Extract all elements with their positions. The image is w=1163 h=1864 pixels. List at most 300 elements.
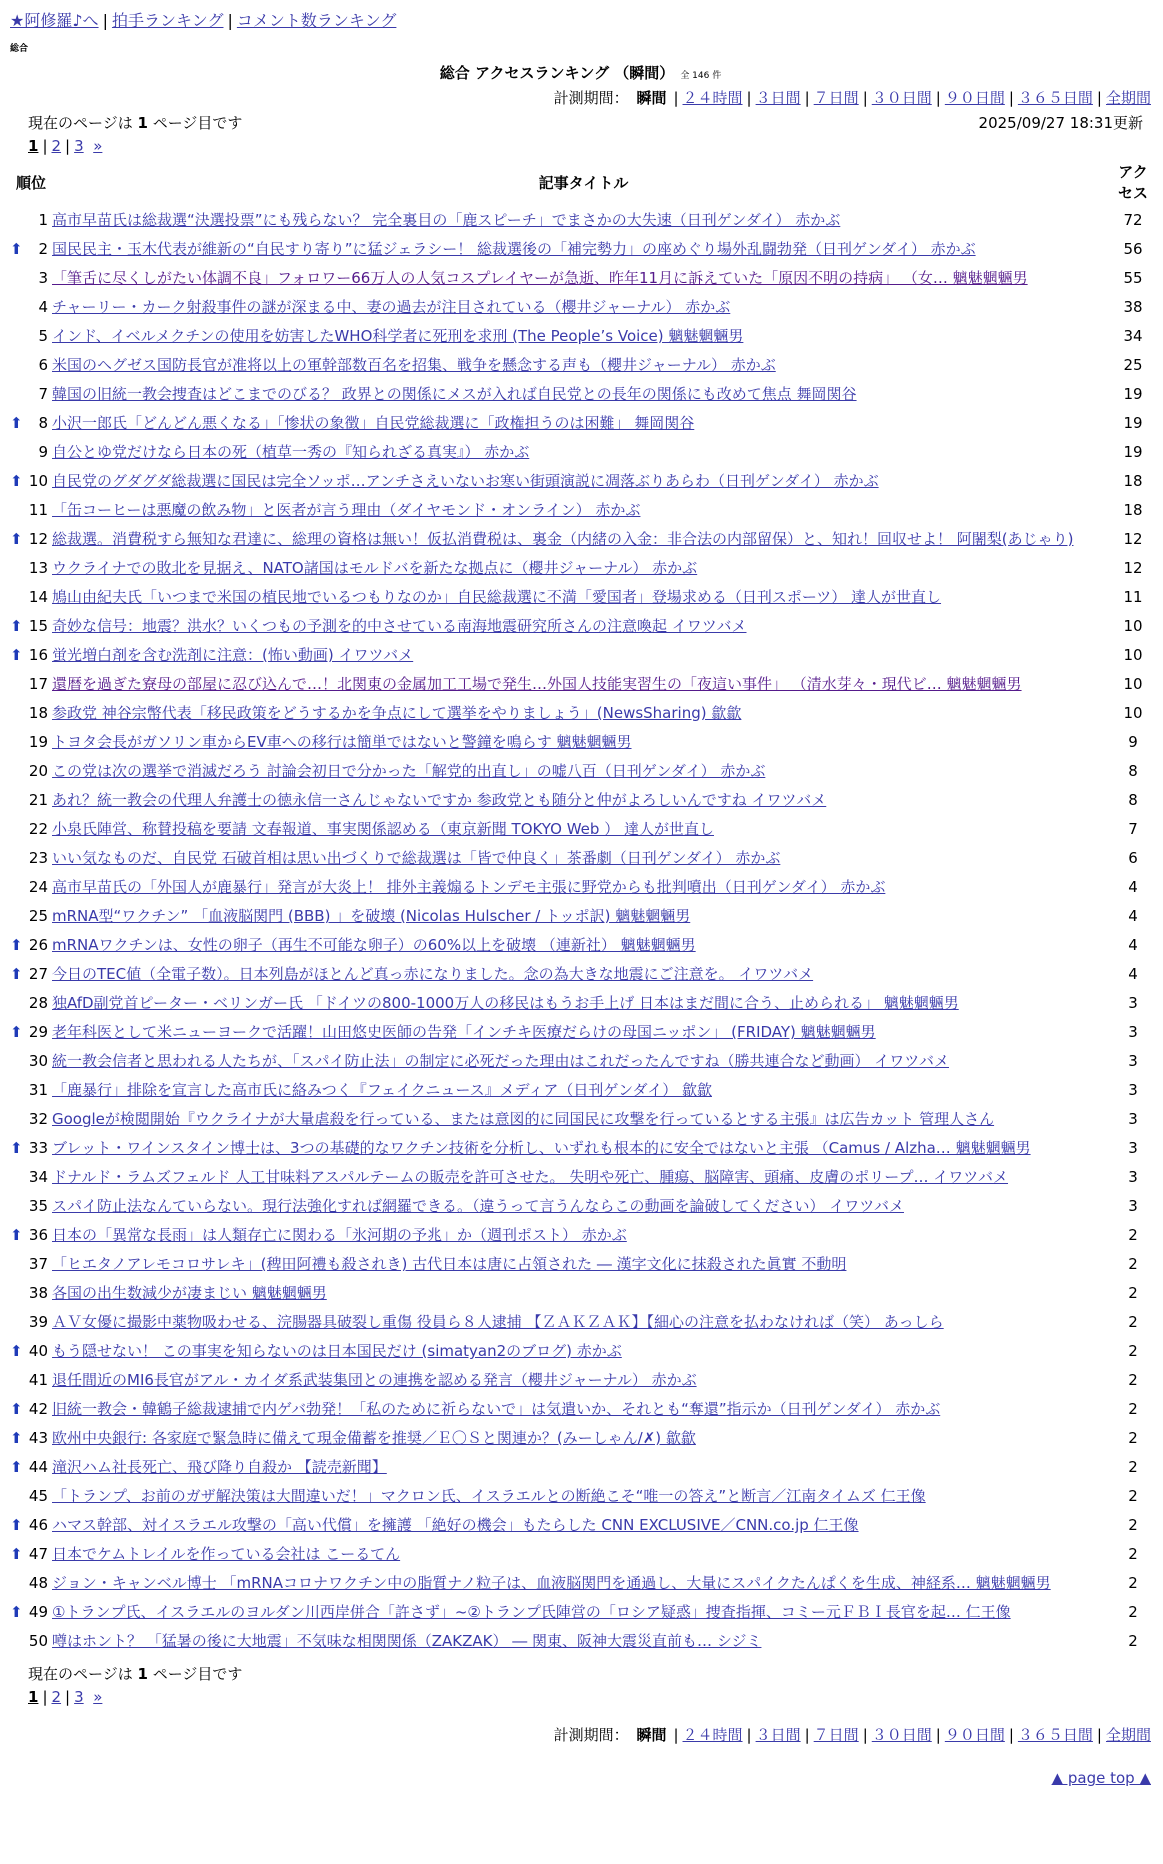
rank-number: 48 bbox=[28, 1573, 48, 1592]
article-title-link[interactable]: ドナルド・ラムズフェルド 人工甘味料アスパルテームの販売を許可させた。 失明や死亡、腫瘍、脳障害、頭痛、皮膚のポリープ… イワツバメ bbox=[52, 1168, 1009, 1186]
table-row bbox=[10, 785, 1151, 814]
access-count: 11 bbox=[1123, 587, 1143, 606]
top-nav bbox=[10, 10, 1151, 32]
title-cell bbox=[52, 263, 1115, 292]
article-title-link[interactable]: 小沢一郎氏「どんどん悪くなる」「惨状の象徴」自民党総裁選に「政権担うのは困難」 舞岡関谷 bbox=[52, 414, 695, 432]
pager-page-3[interactable]: 3 bbox=[74, 137, 84, 155]
section-tag: 総合 bbox=[10, 44, 29, 54]
title-cell bbox=[52, 1220, 1115, 1249]
access-count: 8 bbox=[1128, 761, 1138, 780]
rank-up-cell bbox=[10, 1104, 24, 1133]
rank-number: 12 bbox=[28, 529, 48, 548]
table-row bbox=[10, 727, 1151, 756]
rank-number: 11 bbox=[28, 500, 48, 519]
pager-page-3-bottom[interactable]: 3 bbox=[74, 1688, 84, 1706]
article-title-link[interactable]: いい気なものだ、自民党 石破首相は思い出づくりで総裁選は「皆で仲良く」茶番劇（日刊ゲンダイ） 赤かぶ bbox=[52, 849, 781, 867]
period-link-24h[interactable]: ２４時間 bbox=[682, 89, 743, 107]
rank-up-cell bbox=[10, 350, 24, 379]
rank-number: 24 bbox=[28, 877, 48, 896]
rank-number: 43 bbox=[28, 1428, 48, 1447]
article-title-link[interactable]: 高市早苗氏の「外国人が鹿暴行」発言が大炎上！ 排外主義煽るトンデモ主張に野党からも批判噴出（日刊ゲンダイ） 赤かぶ bbox=[52, 878, 886, 896]
rank-number: 1 bbox=[38, 210, 48, 229]
table-row bbox=[10, 1423, 1151, 1452]
table-row bbox=[10, 437, 1151, 466]
table-row bbox=[10, 292, 1151, 321]
pager-next[interactable]: » bbox=[93, 137, 103, 155]
access-count: 2 bbox=[1128, 1341, 1138, 1360]
title-cell bbox=[52, 234, 1115, 263]
article-title-link[interactable]: 米国のヘグゼス国防長官が准将以上の軍幹部数百名を招集、戦争を懸念する声も（櫻井ジャーナル） 赤かぶ bbox=[52, 356, 776, 374]
table-row bbox=[10, 1394, 1151, 1423]
article-title-link[interactable]: 老年科医として米ニューヨークで活躍！山田悠史医師の告発「インチキ医療だらけの母国ニッポン」 (FRIDAY) 魑魅魍魎男 bbox=[52, 1023, 876, 1041]
table-row bbox=[10, 1220, 1151, 1249]
rank-up-cell bbox=[10, 1249, 24, 1278]
table-row bbox=[10, 1336, 1151, 1365]
access-count: 4 bbox=[1128, 964, 1138, 983]
title-cell bbox=[52, 1365, 1115, 1394]
title-cell bbox=[52, 1075, 1115, 1104]
period-link-30d[interactable]: ３０日間 bbox=[871, 89, 932, 107]
rank-up-cell bbox=[10, 1365, 24, 1394]
article-title-link[interactable]: 鳩山由紀夫氏「いつまで米国の植民地でいるつもりなのか」自民総裁選に不満「愛国者」登場求める（日刊スポーツ） 達人が世直し bbox=[52, 588, 942, 606]
title-cell bbox=[52, 321, 1115, 350]
article-title-link[interactable]: 統一教会信者と思われる人たちが、「スパイ防止法」の制定に必死だった理由はこれだったんですね（勝共連合など動画） イワツバメ bbox=[52, 1052, 949, 1070]
access-count: 38 bbox=[1123, 297, 1143, 316]
title-cell bbox=[52, 292, 1115, 321]
table-row bbox=[10, 1191, 1151, 1220]
article-title-link[interactable]: もう隠せない！ この事実を知らないのは日本国民だけ (simatyan2のブログ) 赤かぶ bbox=[52, 1342, 622, 1360]
access-count: 2 bbox=[1128, 1399, 1138, 1418]
table-row bbox=[10, 234, 1151, 263]
access-count: 19 bbox=[1123, 442, 1143, 461]
article-title-link[interactable]: スパイ防止法なんていらない。現行法強化すれば網羅できる。（違うって言うんならこの動画を論破してください） イワツバメ bbox=[52, 1197, 904, 1215]
rank-up-arrow-icon: ⬆ bbox=[10, 1138, 23, 1157]
ranking-rows bbox=[10, 205, 1151, 1655]
table-row bbox=[10, 1597, 1151, 1626]
title-cell bbox=[52, 959, 1115, 988]
title-cell bbox=[52, 1046, 1115, 1075]
rank-up-arrow-icon: ⬆ bbox=[10, 1544, 23, 1563]
article-title-link[interactable]: 自公とゆ党だけなら日本の死（植草一秀の『知られざる真実』） 赤かぶ bbox=[52, 443, 530, 461]
rank-up-cell bbox=[10, 1133, 24, 1162]
pager-top: 1 | 2 | 3 » bbox=[28, 137, 103, 155]
rank-up-cell bbox=[10, 1597, 24, 1626]
table-row bbox=[10, 988, 1151, 1017]
article-title-link[interactable]: 退任間近のMI6長官がアル・カイダ系武装集団との連携を認める発言（櫻井ジャーナル） 赤かぶ bbox=[52, 1371, 697, 1389]
article-title-link[interactable]: 独AfD副党首ピーター・ベリンガー氏 「ドイツの800-1000万人の移民はもうお手上げ 日本はまだ間に合う、止められる」 魑魅魍魎男 bbox=[52, 994, 959, 1012]
period-link-7d[interactable]: ７日間 bbox=[813, 89, 859, 107]
table-row bbox=[10, 408, 1151, 437]
article-title-link[interactable]: ハマス幹部、対イスラエル攻撃の「高い代償」を擁護 「絶好の機会」もたらした CNN EXCLUSIVE／CNN.co.jp 仁王像 bbox=[52, 1516, 859, 1534]
access-count: 3 bbox=[1128, 1138, 1138, 1157]
rank-number: 25 bbox=[28, 906, 48, 925]
title-cell bbox=[52, 1191, 1115, 1220]
rank-up-arrow-icon: ⬆ bbox=[10, 1225, 23, 1244]
table-row bbox=[10, 263, 1151, 292]
rank-number: 30 bbox=[28, 1051, 48, 1070]
table-row bbox=[10, 524, 1151, 553]
article-title-link[interactable]: 日本でケムトレイルを作っている会社は こーるてん bbox=[52, 1545, 401, 1563]
rank-number: 27 bbox=[28, 964, 48, 983]
rank-up-arrow-icon: ⬆ bbox=[10, 413, 23, 432]
title-cell bbox=[52, 582, 1115, 611]
title-cell bbox=[52, 205, 1115, 234]
title-cell bbox=[52, 698, 1115, 727]
rank-up-cell bbox=[10, 872, 24, 901]
article-title-link[interactable]: インド、イベルメクチンの使用を妨害したWHO科学者に死刑を求刑 (The People’s Voice) 魑魅魍魎男 bbox=[52, 327, 744, 345]
title-cell bbox=[52, 756, 1115, 785]
rank-number: 28 bbox=[28, 993, 48, 1012]
table-row bbox=[10, 466, 1151, 495]
table-row bbox=[10, 611, 1151, 640]
article-title-link[interactable]: ①トランプ氏、イスラエルのヨルダン川西岸併合「許さず」~②トランプ氏陣営の「ロシア疑惑」捜査指揮、コミー元ＦＢＩ長官を起… 仁王像 bbox=[52, 1603, 1011, 1621]
separator: | bbox=[102, 11, 108, 30]
title-cell bbox=[52, 524, 1115, 553]
access-count: 19 bbox=[1123, 413, 1143, 432]
access-count: 2 bbox=[1128, 1602, 1138, 1621]
table-row bbox=[10, 959, 1151, 988]
pager-page-2-bottom[interactable]: 2 bbox=[51, 1688, 62, 1706]
rank-up-cell bbox=[10, 756, 24, 785]
table-row bbox=[10, 930, 1151, 959]
page-title bbox=[10, 62, 1151, 83]
rank-up-cell bbox=[10, 814, 24, 843]
rank-up-cell bbox=[10, 959, 24, 988]
access-count: 2 bbox=[1128, 1283, 1138, 1302]
rank-up-cell bbox=[10, 263, 24, 292]
access-count: 3 bbox=[1128, 1109, 1138, 1128]
period-current: 瞬間 bbox=[636, 89, 667, 107]
table-row bbox=[10, 814, 1151, 843]
article-title-link[interactable]: ブレット・ワインスタイン博士は、3つの基礎的なワクチン技術を分析し、いずれも根本的に安全ではないと主張 （Camus / Alzha… 魑魅魍魎男 bbox=[52, 1139, 1031, 1157]
rank-number: 26 bbox=[28, 935, 48, 954]
article-title-link[interactable]: 欧州中央銀行: 各家庭で緊急時に備えて現金備蓄を推奨／Ｅ〇Ｓと関連か？(みーしゃん/✗) 歙歙 bbox=[52, 1429, 696, 1447]
rank-up-cell bbox=[10, 611, 24, 640]
article-title-link[interactable]: 滝沢ハム社長死亡、飛び降り自殺か 【読売新聞】 bbox=[52, 1458, 387, 1476]
table-row bbox=[10, 698, 1151, 727]
access-count: 7 bbox=[1128, 819, 1138, 838]
rank-up-arrow-icon: ⬆ bbox=[10, 1399, 23, 1418]
rank-up-arrow-icon: ⬆ bbox=[10, 1428, 23, 1447]
rank-number: 42 bbox=[28, 1399, 48, 1418]
rank-number: 31 bbox=[28, 1080, 48, 1099]
title-cell bbox=[52, 843, 1115, 872]
rank-number: 39 bbox=[28, 1312, 48, 1331]
table-row bbox=[10, 756, 1151, 785]
ranking-table bbox=[10, 159, 1151, 1655]
title-cell bbox=[52, 611, 1115, 640]
rank-up-cell bbox=[10, 1510, 24, 1539]
rank-number: 4 bbox=[38, 297, 48, 316]
rank-number: 6 bbox=[38, 355, 48, 374]
rank-up-cell bbox=[10, 495, 24, 524]
article-title-link[interactable]: ジョン・キャンベル博士 「mRNAコロナワクチン中の脂質ナノ粒子は、血液脳関門を通過し、大量にスパイクたんぱくを生成、神経系… 魑魅魍魎男 bbox=[52, 1574, 1051, 1592]
title-cell bbox=[52, 437, 1115, 466]
rank-number: 23 bbox=[28, 848, 48, 867]
access-count: 10 bbox=[1123, 674, 1143, 693]
total-count: 全 146 件 bbox=[680, 71, 722, 81]
rank-up-cell bbox=[10, 1017, 24, 1046]
separator: | bbox=[227, 11, 233, 30]
title-cell bbox=[52, 930, 1115, 959]
rank-up-arrow-icon: ⬆ bbox=[10, 1457, 23, 1476]
rank-up-cell bbox=[10, 466, 24, 495]
rank-up-cell bbox=[10, 1307, 24, 1336]
rank-up-arrow-icon: ⬆ bbox=[10, 471, 23, 490]
table-row bbox=[10, 205, 1151, 234]
rank-up-cell bbox=[10, 843, 24, 872]
period-selector-top: 計測期間： 瞬間 | ２４時間 | ３日間 | ７日間 | ３０日間 | ９０日間 | ３６５日間 | 全期間 bbox=[553, 89, 1151, 107]
article-title-link[interactable]: 各国の出生数減少が凄まじい 魑魅魍魎男 bbox=[52, 1284, 327, 1302]
rank-number: 37 bbox=[28, 1254, 48, 1273]
rank-number: 45 bbox=[28, 1486, 48, 1505]
rank-up-cell bbox=[10, 321, 24, 350]
article-title-link[interactable]: 今日のTEC値（全電子数）。日本列島がほとんど真っ赤になりました。念の為大きな地震にご注意を。 イワツバメ bbox=[52, 965, 814, 983]
table-row bbox=[10, 495, 1151, 524]
rank-number: 40 bbox=[28, 1341, 48, 1360]
access-count: 10 bbox=[1123, 616, 1143, 635]
rank-up-cell bbox=[10, 582, 24, 611]
rank-up-arrow-icon: ⬆ bbox=[10, 1022, 23, 1041]
table-row bbox=[10, 1046, 1151, 1075]
period-link-30d-bottom[interactable]: ３０日間 bbox=[871, 1726, 932, 1744]
rank-up-cell bbox=[10, 988, 24, 1017]
article-title-link[interactable]: 高市早苗氏は総裁選“決選投票”にも残らない？ 完全裏目の「鹿スピーチ」でまさかの大失速（日刊ゲンダイ） 赤かぶ bbox=[52, 211, 841, 229]
title-cell bbox=[52, 1481, 1115, 1510]
rank-number: 41 bbox=[28, 1370, 48, 1389]
link-applause-ranking[interactable]: 拍手ランキング bbox=[111, 11, 224, 30]
period-link-365d[interactable]: ３６５日間 bbox=[1017, 89, 1093, 107]
rank-number: 15 bbox=[28, 616, 48, 635]
period-link-24h-bottom[interactable]: ２４時間 bbox=[682, 1726, 743, 1744]
table-row bbox=[10, 321, 1151, 350]
article-title-link[interactable]: 参政党 神谷宗幣代表「移民政策をどうするかを争点にして選挙をやりましょう」(NewsSharing) 歙歙 bbox=[52, 704, 742, 722]
rank-up-arrow-icon: ⬆ bbox=[10, 239, 23, 258]
period-link-all[interactable]: 全期間 bbox=[1105, 89, 1151, 107]
access-count: 2 bbox=[1128, 1515, 1138, 1534]
rank-number: 46 bbox=[28, 1515, 48, 1534]
rank-up-arrow-icon: ⬆ bbox=[10, 935, 23, 954]
article-title-link[interactable]: ウクライナでの敗北を見据え、NATO諸国はモルドバを新たな拠点に（櫻井ジャーナル） 赤かぶ bbox=[52, 559, 698, 577]
access-count: 2 bbox=[1128, 1573, 1138, 1592]
rank-up-cell bbox=[10, 1191, 24, 1220]
access-count: 25 bbox=[1123, 355, 1143, 374]
rank-number: 50 bbox=[28, 1631, 48, 1650]
rank-number: 19 bbox=[28, 732, 48, 751]
table-header-row bbox=[10, 159, 1151, 205]
rank-up-cell bbox=[10, 379, 24, 408]
article-title-link[interactable]: チャーリー・カーク射殺事件の謎が深まる中、妻の過去が注目されている（櫻井ジャーナル） 赤かぶ bbox=[52, 298, 731, 316]
access-count: 55 bbox=[1123, 268, 1143, 287]
article-title-link[interactable]: 「筆舌に尽くしがたい体調不良」フォロワー66万人の人気コスプレイヤーが急逝、昨年11月に訴えていた「原因不明の持病」 （女… 魑魅魍魎男 bbox=[52, 269, 1028, 287]
table-row bbox=[10, 1539, 1151, 1568]
title-cell bbox=[52, 1307, 1115, 1336]
article-title-link[interactable]: この党は次の選挙で消滅だろう 討論会初日で分かった「解党的出直し」の嘘八百（日刊ゲンダイ） 赤かぶ bbox=[52, 762, 766, 780]
rank-up-arrow-icon: ⬆ bbox=[10, 529, 23, 548]
title-cell bbox=[52, 640, 1115, 669]
table-row bbox=[10, 669, 1151, 698]
title-cell bbox=[52, 495, 1115, 524]
article-title-link[interactable]: 日本の「異常な長雨」は人類存亡に関わる「氷河期の予兆」か（週刊ポスト） 赤かぶ bbox=[52, 1226, 627, 1244]
table-row bbox=[10, 1626, 1151, 1655]
title-cell bbox=[52, 1249, 1115, 1278]
period-current-bottom: 瞬間 bbox=[636, 1726, 667, 1744]
table-row bbox=[10, 1162, 1151, 1191]
access-count: 19 bbox=[1123, 384, 1143, 403]
pager-current[interactable]: 1 bbox=[28, 137, 39, 155]
period-link-3d-bottom[interactable]: ３日間 bbox=[755, 1726, 801, 1744]
access-count: 9 bbox=[1128, 732, 1138, 751]
rank-number: 5 bbox=[38, 326, 48, 345]
rank-number: 8 bbox=[38, 413, 48, 432]
period-link-all-bottom[interactable]: 全期間 bbox=[1105, 1726, 1151, 1744]
rank-up-cell bbox=[10, 901, 24, 930]
rank-up-cell bbox=[10, 669, 24, 698]
access-count: 10 bbox=[1123, 703, 1143, 722]
access-count: 3 bbox=[1128, 1022, 1138, 1041]
article-title-link[interactable]: 蛍光増白剤を含む洗剤に注意：(怖い動画) イワツバメ bbox=[52, 646, 414, 664]
article-title-link[interactable]: mRNAワクチンは、女性の卵子（再生不可能な卵子）の60%以上を破壊 （連新社） 魑魅魍魎男 bbox=[52, 936, 696, 954]
access-count: 3 bbox=[1128, 1167, 1138, 1186]
rank-number: 17 bbox=[28, 674, 48, 693]
table-row bbox=[10, 1278, 1151, 1307]
title-cell bbox=[52, 988, 1115, 1017]
access-count: 2 bbox=[1128, 1544, 1138, 1563]
article-title-link[interactable]: ＡＶ女優に撮影中薬物吸わせる、浣腸器具破裂し重傷 役員ら８人逮捕 【ＺＡＫＺＡＫ】【細心の注意を払わなければ（笑） あっしら bbox=[52, 1313, 944, 1331]
link-ashura-home[interactable]: ★阿修羅♪へ bbox=[10, 11, 99, 30]
pager-next-bottom[interactable]: » bbox=[93, 1688, 103, 1706]
article-title-link[interactable]: 総裁選。消費税すら無知な君達に、総理の資格は無い！仮払消費税は、裏金（内緒の入金：非合法の内部留保）と、知れ！回収せよ！ 阿闍梨(あじゃり) bbox=[52, 530, 1074, 548]
access-count: 4 bbox=[1128, 877, 1138, 896]
table-row bbox=[10, 1075, 1151, 1104]
access-count: 2 bbox=[1128, 1370, 1138, 1389]
title-cell bbox=[52, 1394, 1115, 1423]
rank-up-cell bbox=[10, 1452, 24, 1481]
article-title-link[interactable]: 旧統一教会・韓鶴子総裁逮捕で内ゲバ勃発！「私のために祈らないで」は気遣いか、それとも“奪還”指示か（日刊ゲンダイ） 赤かぶ bbox=[52, 1400, 941, 1418]
table-row bbox=[10, 843, 1151, 872]
rank-number: 35 bbox=[28, 1196, 48, 1215]
header-rank: 順位 bbox=[15, 173, 46, 192]
table-row bbox=[10, 1104, 1151, 1133]
pager-page-2[interactable]: 2 bbox=[51, 137, 62, 155]
table-row bbox=[10, 1365, 1151, 1394]
access-count: 56 bbox=[1123, 239, 1143, 258]
rank-up-arrow-icon: ⬆ bbox=[10, 1515, 23, 1534]
article-title-link[interactable]: 韓国の旧統一教会捜査はどこまでのびる？ 政界との関係にメスが入れば自民党との長年の関係にも改めて焦点 舞岡関谷 bbox=[52, 385, 857, 403]
page-info-bottom bbox=[10, 1663, 1151, 1684]
table-row bbox=[10, 1017, 1151, 1046]
rank-number: 44 bbox=[28, 1457, 48, 1476]
article-title-link[interactable]: 小泉氏陣営、称賛投稿を要請 文春報道、事実関係認める（東京新聞 TOKYO Web ） 達人が世直し bbox=[52, 820, 714, 838]
table-row bbox=[10, 350, 1151, 379]
title-cell bbox=[52, 1510, 1115, 1539]
page-top-link[interactable]: ▲ page top ▲ bbox=[1051, 1769, 1151, 1787]
rank-up-cell bbox=[10, 1046, 24, 1075]
rank-number: 14 bbox=[28, 587, 48, 606]
rank-up-cell bbox=[10, 292, 24, 321]
period-link-365d-bottom[interactable]: ３６５日間 bbox=[1017, 1726, 1093, 1744]
article-title-link[interactable]: 「トランプ、お前のガザ解決策は大間違いだ！」マクロン氏、イスラエルとの断絶こそ“唯一の答え”と断言／江南タイムズ 仁王像 bbox=[52, 1487, 926, 1505]
article-title-link[interactable]: 「缶コーヒーは悪魔の飲み物」と医者が言う理由（ダイヤモンド・オンライン） 赤かぶ bbox=[52, 501, 641, 519]
table-row bbox=[10, 640, 1151, 669]
title-cell bbox=[52, 1162, 1115, 1191]
rank-number: 10 bbox=[28, 471, 48, 490]
table-row bbox=[10, 553, 1151, 582]
rank-up-cell bbox=[10, 408, 24, 437]
title-cell bbox=[52, 350, 1115, 379]
access-count: 6 bbox=[1128, 848, 1138, 867]
article-title-link[interactable]: mRNA型“ワクチン” 「血液脳関門 (BBB) 」を破壊 (Nicolas Hulscher / トッポ訳) 魑魅魍魎男 bbox=[52, 907, 691, 925]
link-comment-ranking[interactable]: コメント数ランキング bbox=[236, 11, 397, 30]
title-cell bbox=[52, 1452, 1115, 1481]
rank-number: 32 bbox=[28, 1109, 48, 1128]
article-title-link[interactable]: Googleが検閲開始『ウクライナが大量虐殺を行っている、または意図的に同国民に攻撃を行っているとする主張』は広告カット 管理人さん bbox=[52, 1110, 995, 1128]
rank-up-cell bbox=[10, 1423, 24, 1452]
rank-number: 22 bbox=[28, 819, 48, 838]
table-row bbox=[10, 379, 1151, 408]
rank-up-cell bbox=[10, 1394, 24, 1423]
header-title: 記事タイトル bbox=[538, 173, 629, 192]
title-cell bbox=[52, 1539, 1115, 1568]
rank-up-cell bbox=[10, 1220, 24, 1249]
pager-bottom: 1 | 2 | 3 » bbox=[28, 1688, 103, 1706]
article-title-link[interactable]: あれ？統一教会の代理人弁護士の徳永信一さんじゃないですか 参政党とも随分と仲がよろしいんですね イワツバメ bbox=[52, 791, 827, 809]
access-count: 3 bbox=[1128, 1051, 1138, 1070]
period-link-90d-bottom[interactable]: ９０日間 bbox=[944, 1726, 1005, 1744]
period-link-7d-bottom[interactable]: ７日間 bbox=[813, 1726, 859, 1744]
article-title-link[interactable]: 自民党のグダグダ総裁選に国民は完全ソッポ…アンチさえいないお寒い街頭演説に凋落ぶりあらわ（日刊ゲンダイ） 赤かぶ bbox=[52, 472, 879, 490]
pager-current-bottom[interactable]: 1 bbox=[28, 1688, 39, 1706]
ranking-title: 総合 アクセスランキング （瞬間） bbox=[439, 64, 675, 82]
article-title-link[interactable]: 「鹿暴行」排除を宣言した高市氏に絡みつく『フェイクニュース』メディア（日刊ゲンダイ） 歙歙 bbox=[52, 1081, 712, 1099]
rank-up-cell bbox=[10, 234, 24, 263]
rank-up-cell bbox=[10, 727, 24, 756]
table-row bbox=[10, 1249, 1151, 1278]
access-count: 10 bbox=[1123, 645, 1143, 664]
rank-number: 7 bbox=[38, 384, 48, 403]
article-title-link[interactable]: 奇妙な信号：地震？洪水？いくつもの予測を的中させている南海地震研究所さんの注意喚起 イワツバメ bbox=[52, 617, 747, 635]
title-cell bbox=[52, 408, 1115, 437]
access-count: 18 bbox=[1123, 500, 1143, 519]
title-cell bbox=[52, 1336, 1115, 1365]
article-title-link[interactable]: 噂はホント？ 「猛暑の後に大地震」不気味な相関関係（ZAKZAK） ― 関東、阪神大震災直前も… シジミ bbox=[52, 1632, 762, 1650]
article-title-link[interactable]: トヨタ会長がガソリン車からEV車への移行は簡単ではないと警鐘を鳴らす 魑魅魍魎男 bbox=[52, 733, 632, 751]
period-link-90d[interactable]: ９０日間 bbox=[944, 89, 1005, 107]
article-title-link[interactable]: 「ヒエタノアレモコロサレキ」(稗田阿禮も殺されき) 古代日本は唐に占領された ― 漢字文化に抹殺された眞實 不動明 bbox=[52, 1255, 847, 1273]
table-row bbox=[10, 1133, 1151, 1162]
article-title-link[interactable]: 国民民主・玉木代表が維新の“自民すり寄り”に猛ジェラシー！ 総裁選後の「補完勢力」の座めぐり場外乱闘勃発（日刊ゲンダイ） 赤かぶ bbox=[52, 240, 976, 258]
title-cell bbox=[52, 814, 1115, 843]
title-cell bbox=[52, 1133, 1115, 1162]
title-cell bbox=[52, 1017, 1115, 1046]
rank-up-cell bbox=[10, 1278, 24, 1307]
current-page-text-bottom: 現在のページは 1 ページ目です bbox=[28, 1665, 243, 1683]
title-cell bbox=[52, 466, 1115, 495]
period-link-3d[interactable]: ３日間 bbox=[755, 89, 801, 107]
rank-up-cell bbox=[10, 524, 24, 553]
rank-number: 9 bbox=[38, 442, 48, 461]
table-row bbox=[10, 872, 1151, 901]
title-cell bbox=[52, 1104, 1115, 1133]
rank-number: 21 bbox=[28, 790, 48, 809]
table-row bbox=[10, 1510, 1151, 1539]
rank-number: 34 bbox=[28, 1167, 48, 1186]
table-row bbox=[10, 1307, 1151, 1336]
rank-up-cell bbox=[10, 785, 24, 814]
period-label: 計測期間： bbox=[553, 89, 629, 107]
article-title-link[interactable]: 還暦を過ぎた寮母の部屋に忍び込んで…！北関東の金属加工工場で発生…外国人技能実習生の「夜這い事件」 （清水芽々・現代ビ… 魑魅魍魎男 bbox=[52, 675, 1022, 693]
current-page-text: 現在のページは 1 ページ目です bbox=[28, 114, 243, 132]
